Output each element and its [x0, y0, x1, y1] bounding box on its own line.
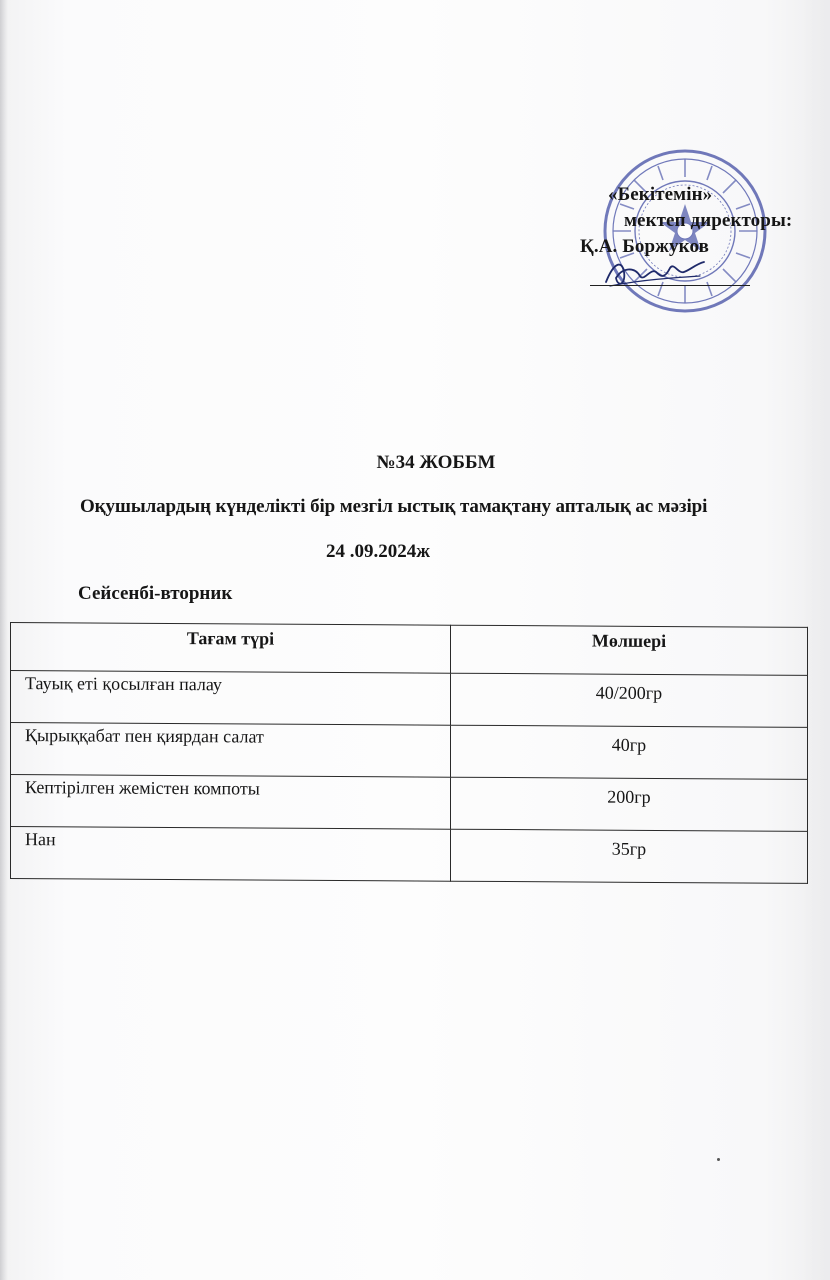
approval-position: мектеп директоры: [624, 210, 793, 231]
dish-cell: Тауық еті қосылған палау [11, 671, 451, 726]
menu-day: Сейсенбі-вторник [78, 583, 233, 604]
table-row [11, 775, 808, 832]
menu-table [10, 622, 807, 884]
dish-cell: Кептірілген жемістен компоты [11, 775, 451, 830]
amount-cell: 200гр [451, 777, 808, 831]
amount-cell: 35гр [451, 829, 808, 883]
approval-title: «Бекітемін» [608, 184, 713, 205]
amount-cell: 40/200гр [451, 673, 808, 727]
director-name: Қ.А. Боржуков [580, 236, 709, 257]
column-header-amount: Мөлшері [451, 625, 808, 675]
page-shadow-left [0, 0, 8, 1280]
menu-title: Оқушылардың күнделікті бір мезгіл ыстық тамақтану апталық ас мәзірі [80, 496, 708, 517]
dish-cell: Қырыққабат пен қиярдан салат [11, 723, 451, 778]
table-row [11, 671, 808, 728]
table-row [11, 827, 808, 884]
table-row [11, 723, 808, 780]
signature-line [590, 285, 750, 286]
amount-cell: 40гр [451, 725, 808, 779]
school-name: №34 ЖОББМ [376, 452, 496, 473]
column-header-dish: Тағам түрі [11, 623, 451, 674]
title-block [0, 452, 830, 474]
table-header-row [11, 623, 808, 676]
approval-block [560, 184, 820, 324]
paper-speck [717, 1158, 720, 1161]
signature-icon [600, 254, 710, 294]
menu-date: 24 .09.2024ж [326, 541, 431, 562]
dish-cell: Нан [11, 827, 451, 882]
